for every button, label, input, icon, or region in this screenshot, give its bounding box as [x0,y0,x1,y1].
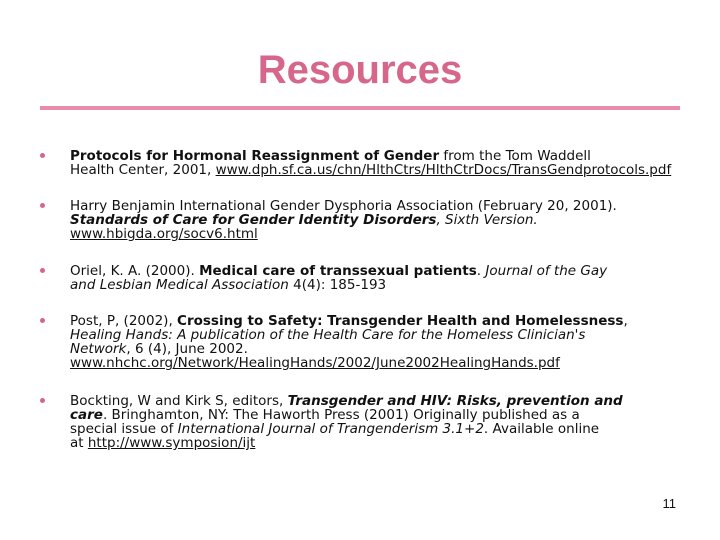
resource-link[interactable]: http://www.symposion/ijt [87,435,256,451]
resource-text [70,199,682,241]
resource-line [70,436,682,450]
resource-line [70,264,682,278]
resource-text-run: Journal of the Gay [485,263,608,279]
resource-text-run: , Sixth Version. [436,212,538,228]
resource-line [70,314,682,328]
resource-text-run: Harry Benjamin International Gender Dysphoria Association (February 20, 2001). [70,198,617,214]
resource-line [70,227,682,241]
resource-line [70,328,682,342]
resource-text [70,264,682,292]
resource-text-run: Post, P, (2002), [70,313,178,329]
bullet-icon [40,398,45,403]
resource-text [70,394,682,450]
resource-text-run: Standards of Care for Gender Identity Disorders [70,212,437,228]
resource-text-run: special issue of [70,421,178,437]
resource-line [70,163,682,177]
bullet-icon [40,153,45,158]
resource-text-run: Health Center, 2001, [70,162,216,178]
resource-text-run: Bockting, W and Kirk S, editors, [70,393,288,409]
resource-text-run: . Bringhamton, NY: The Haworth Press (2001) Originally published as a [102,407,580,423]
resource-line [70,213,682,227]
resource-text [70,314,682,370]
bullet-icon [40,203,45,208]
resource-text-run: care [70,407,103,423]
resource-text-run: Network [70,341,127,357]
bullet-icon [40,268,45,273]
resource-line [70,278,682,292]
resource-text-run: Oriel, K. A. (2000). [70,263,200,279]
resource-link[interactable]: www.dph.sf.ca.us/chn/HlthCtrs/HlthCtrDocs/TransGendprotocols.pdf [215,162,672,178]
resource-text-run: , 6 (4), June 2002. [126,341,248,357]
resource-text-run: International Journal of Trangenderism 3.1+2 [177,421,484,437]
resource-line [70,342,682,356]
resource-text [70,149,682,177]
resource-text-run: Medical care of transsexual patients [199,263,477,279]
resource-line [70,356,682,370]
resource-text-run: and Lesbian Medical Association [70,277,289,293]
resource-text-run: at [70,435,88,451]
page-number: 11 [662,496,676,511]
bullet-icon [40,318,45,323]
resource-text-run: Healing Hands: A publication of the Health Care for the Homeless Clinician's [70,327,586,343]
resource-line [70,422,682,436]
page-title: Resources [257,48,463,92]
resource-text-run: 4(4): 185-193 [288,277,387,293]
resource-line [70,199,682,213]
resource-line [70,394,682,408]
resource-text-run: Transgender and HIV: Risks, prevention and [287,393,623,409]
resource-line [70,149,682,163]
resource-line [70,408,682,422]
resource-text-run: . [476,263,486,279]
resource-text-run: Protocols for Hormonal Reassignment of Gender [70,148,440,164]
resource-text-run: . Available online [483,421,600,437]
resource-text-run: , [623,313,628,329]
title-divider [40,106,680,110]
resource-text-run: from the Tom Waddell [439,148,591,164]
resource-text-run: Crossing to Safety: Transgender Health and Homelessness [177,313,624,329]
resource-link[interactable]: www.nhchc.org/Network/HealingHands/2002/June2002HealingHands.pdf [70,355,560,371]
resource-link[interactable]: www.hbigda.org/socv6.html [70,226,258,242]
